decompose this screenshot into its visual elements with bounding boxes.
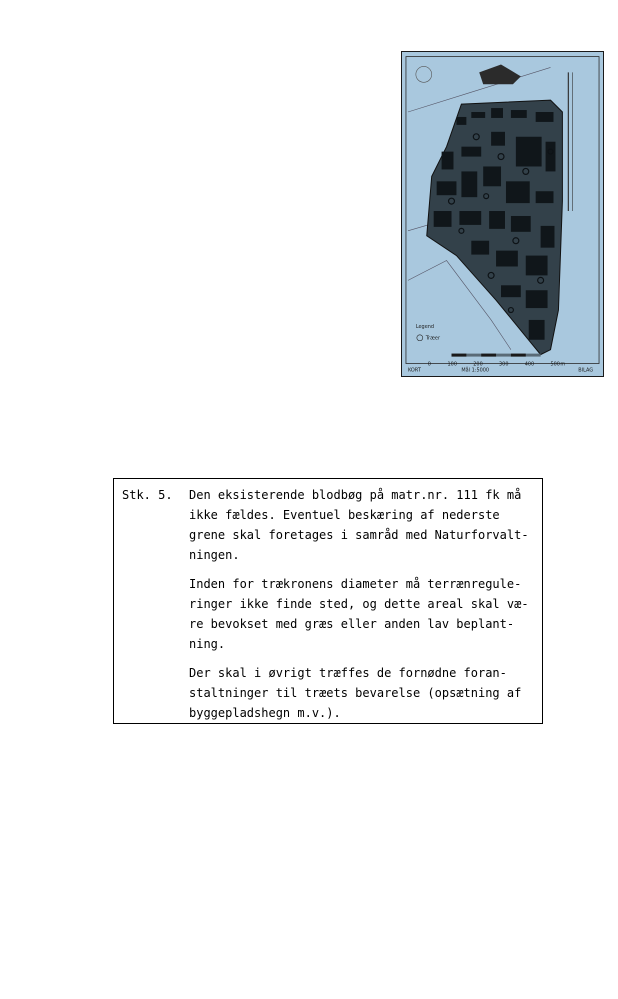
map-scale-tick: m (560, 361, 566, 368)
site-map (401, 51, 604, 377)
map-scale-label: Mål 1:5000 (461, 367, 490, 374)
map-scale-tick: 100 (447, 361, 457, 368)
site-map-drawing (402, 52, 603, 376)
map-scale-tick: 200 (473, 361, 483, 368)
map-scale-tick: 0 (427, 361, 431, 368)
clause-paragraph-2: Inden for trækronens diameter må terrænregule- ringer ikke finde sted, og dette areal skal væ- re bevokset med græs eller anden lav beplant- ning. (189, 577, 529, 651)
map-scale-tick: 300 (499, 361, 509, 368)
map-scale-tick: 400 (524, 361, 535, 368)
clause-box (113, 478, 543, 724)
clause-paragraph-3: Der skal i øvrigt træffes de fornødne foran- staltninger til træets bevarelse (opsætning af byggepladshegn m.v.). (189, 666, 522, 720)
clause-paragraph-1: Den eksisterende blodbøg på matr.nr. 111 fk må ikke fældes. Eventuel beskæring af nederste grene skal foretages i samråd med Naturforvalt- ningen. (189, 488, 529, 562)
clause-label: Stk. 5. (122, 488, 173, 502)
map-scale-tick: 500 (550, 361, 560, 368)
map-footer-left: KORT (407, 367, 421, 374)
map-legend-title: Legend (415, 323, 435, 330)
map-footer-right: BILAG (578, 367, 594, 374)
map-legend-item: Træer (425, 335, 441, 342)
